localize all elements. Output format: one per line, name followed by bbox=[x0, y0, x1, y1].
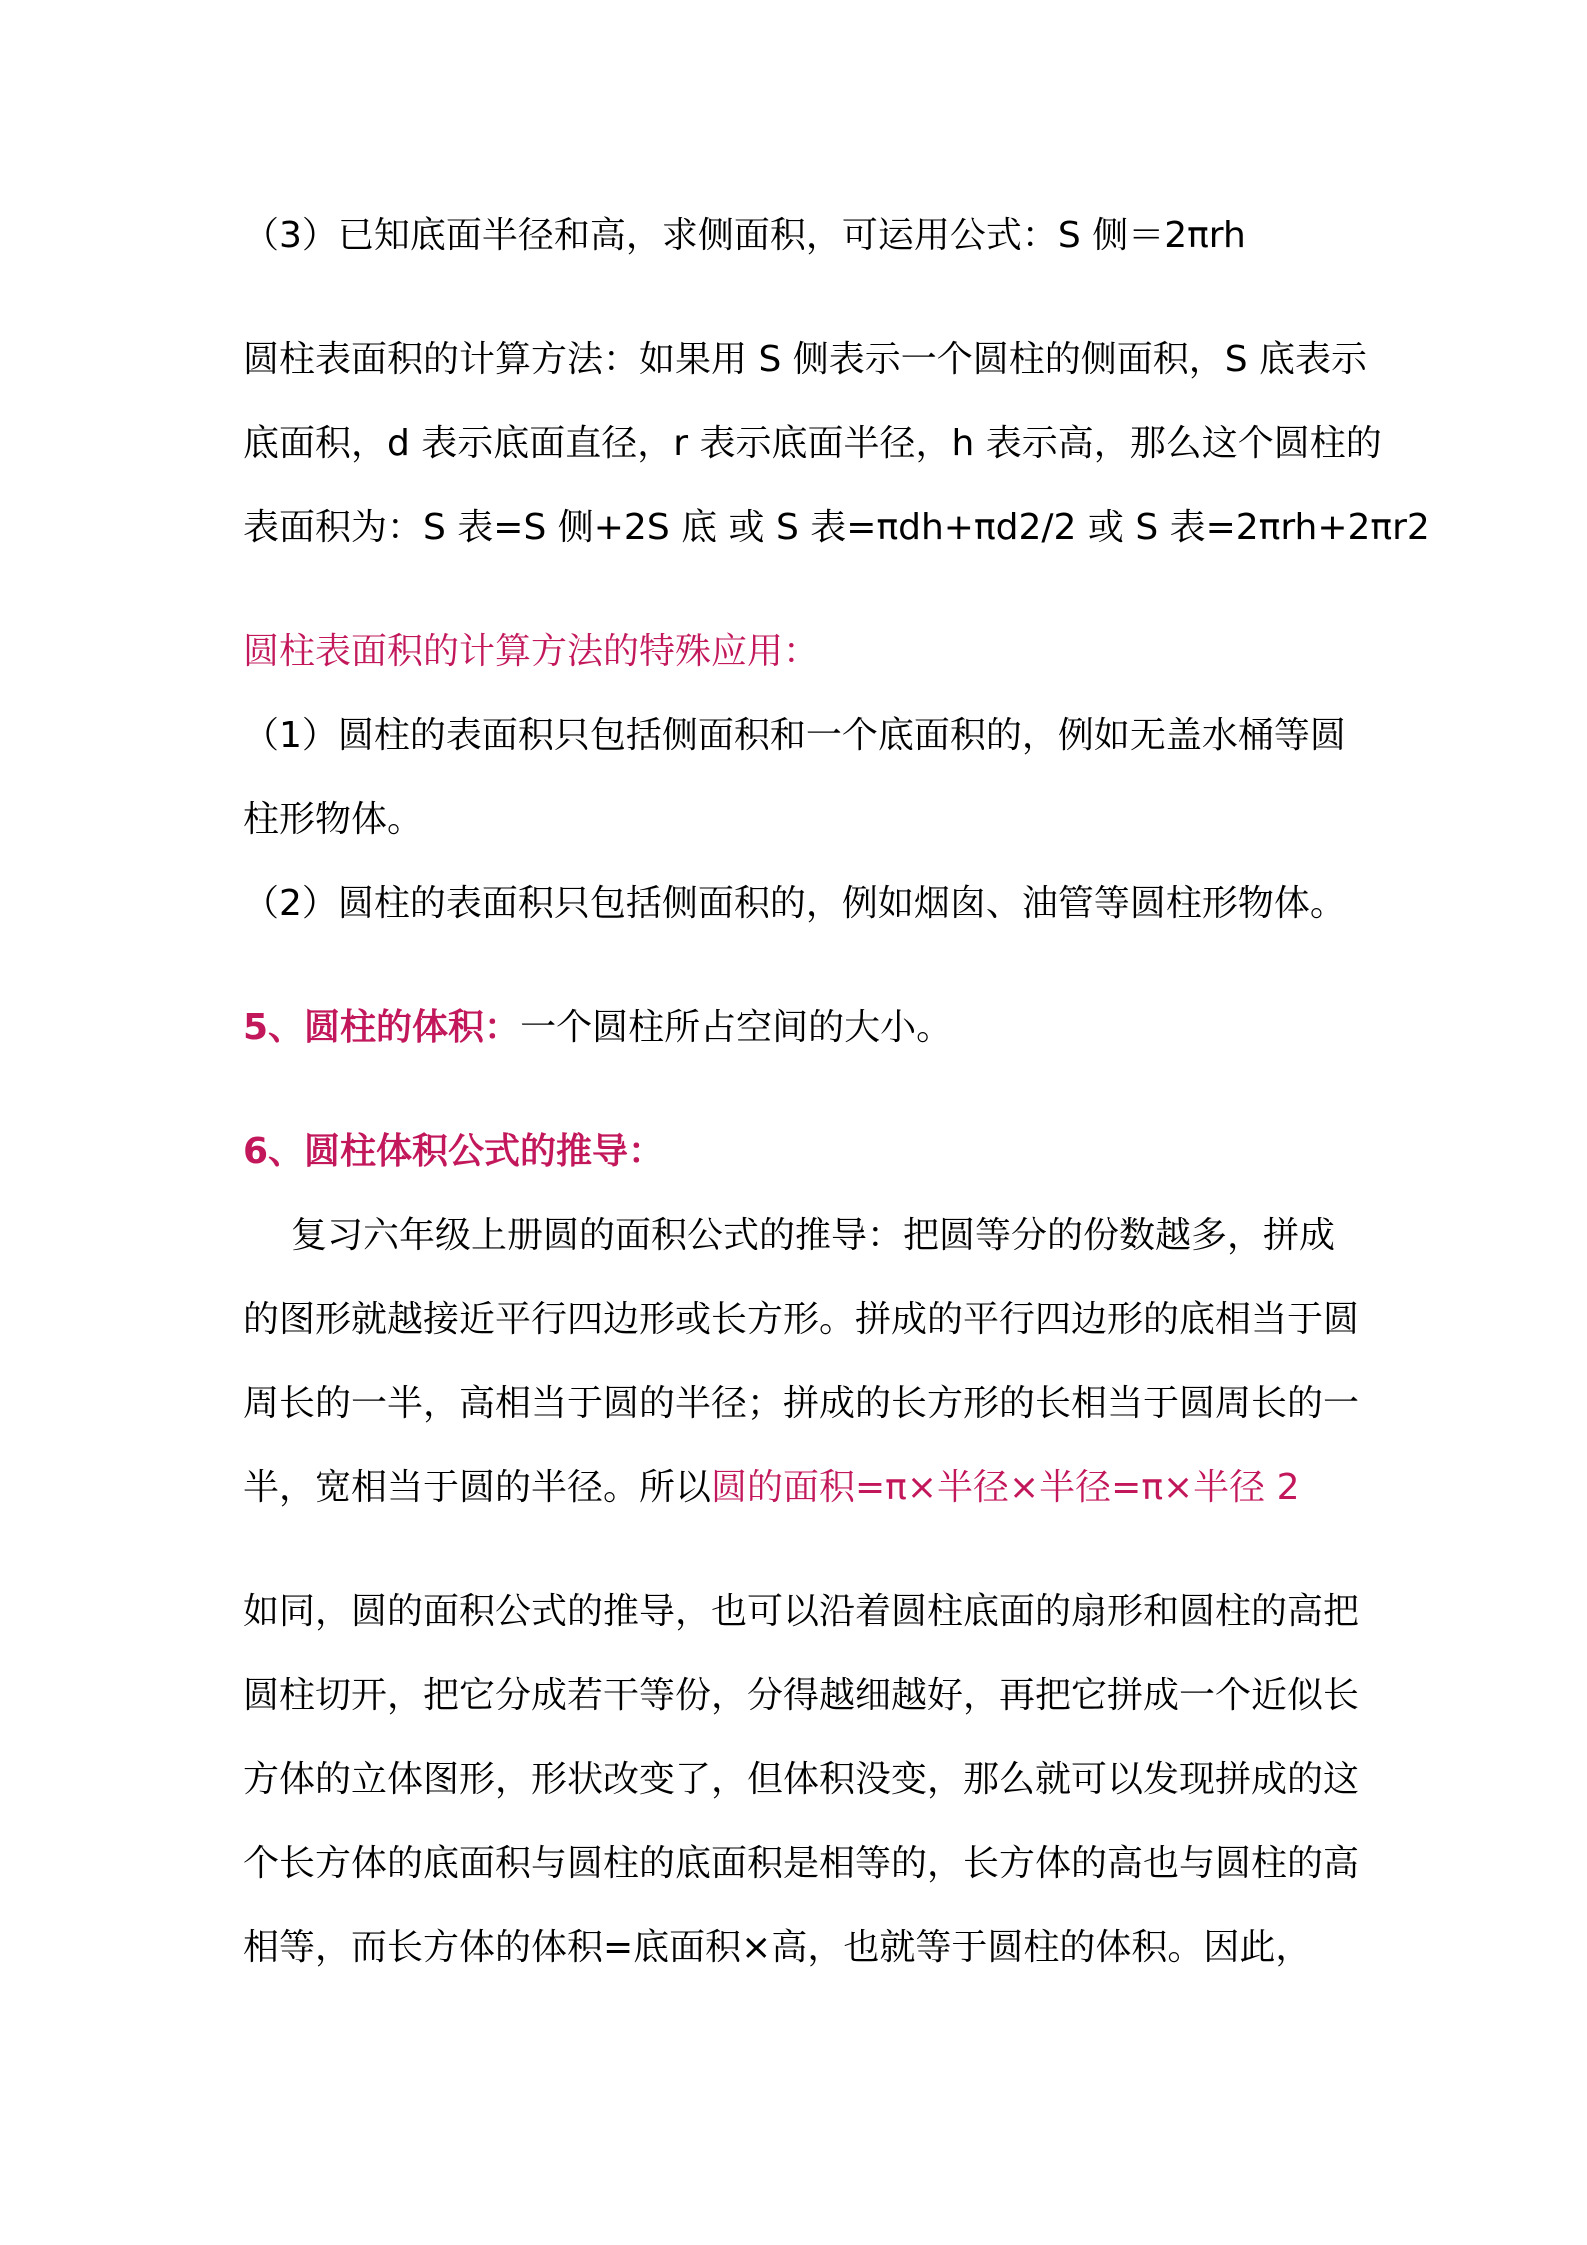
volume-definition-text: 一个圆柱所占空间的大小。 bbox=[520, 1007, 953, 1048]
list-item-continuation: 柱形物体。 bbox=[243, 799, 424, 840]
paragraph-line: 周长的一半，高相当于圆的半径；拼成的长方形的长相当于圆周长的一 bbox=[243, 1383, 1360, 1424]
paragraph-line: 圆柱表面积的计算方法：如果用 S 侧表示一个圆柱的侧面积，S 底表示 bbox=[243, 339, 1368, 380]
paragraph-line: 复习六年级上册圆的面积公式的推导：把圆等分的份数越多，拼成 bbox=[291, 1215, 1336, 1256]
list-item: （1）圆柱的表面积只包括侧面积和一个底面积的，例如无盖水桶等圆 bbox=[243, 715, 1346, 756]
volume-definition bbox=[243, 1002, 1363, 1054]
circle-area-formula: 圆的面积=π×半径×半径=π×半径 2 bbox=[711, 1467, 1300, 1508]
paragraph-line bbox=[243, 1462, 1363, 1514]
paragraph-line: 如同，圆的面积公式的推导，也可以沿着圆柱底面的扇形和圆柱的高把 bbox=[243, 1591, 1360, 1632]
paragraph-line: 方体的立体图形，形状改变了，但体积没变，那么就可以发现拼成的这 bbox=[243, 1759, 1360, 1800]
formula-lateral-area: （3）已知底面半径和高，求侧面积，可运用公式：S 侧＝2πrh bbox=[243, 215, 1246, 256]
section-heading-volume: 5、圆柱的体积： bbox=[243, 1007, 521, 1048]
list-item: （2）圆柱的表面积只包括侧面积的，例如烟囱、油管等圆柱形物体。 bbox=[243, 883, 1346, 924]
paragraph-text: 半，宽相当于圆的半径。所以 bbox=[243, 1467, 712, 1508]
paragraph-line: 底面积，d 表示底面直径，r 表示底面半径，h 表示高，那么这个圆柱的 bbox=[243, 423, 1382, 464]
paragraph-line: 圆柱切开，把它分成若干等份，分得越细越好，再把它拼成一个近似长 bbox=[243, 1675, 1360, 1716]
section-heading-special-application: 圆柱表面积的计算方法的特殊应用： bbox=[243, 631, 820, 672]
paragraph-line: 相等，而长方体的体积=底面积×高，也就等于圆柱的体积。因此， bbox=[243, 1927, 1312, 1968]
section-heading-volume-derivation: 6、圆柱体积公式的推导： bbox=[243, 1131, 665, 1172]
paragraph-line: 的图形就越接近平行四边形或长方形。拼成的平行四边形的底相当于圆 bbox=[243, 1299, 1360, 1340]
paragraph-line: 个长方体的底面积与圆柱的底面积是相等的，长方体的高也与圆柱的高 bbox=[243, 1843, 1360, 1884]
paragraph-line: 表面积为：S 表=S 侧+2S 底 或 S 表=πdh+πd2/2 或 S 表=2πrh+2πr2 bbox=[243, 507, 1430, 548]
